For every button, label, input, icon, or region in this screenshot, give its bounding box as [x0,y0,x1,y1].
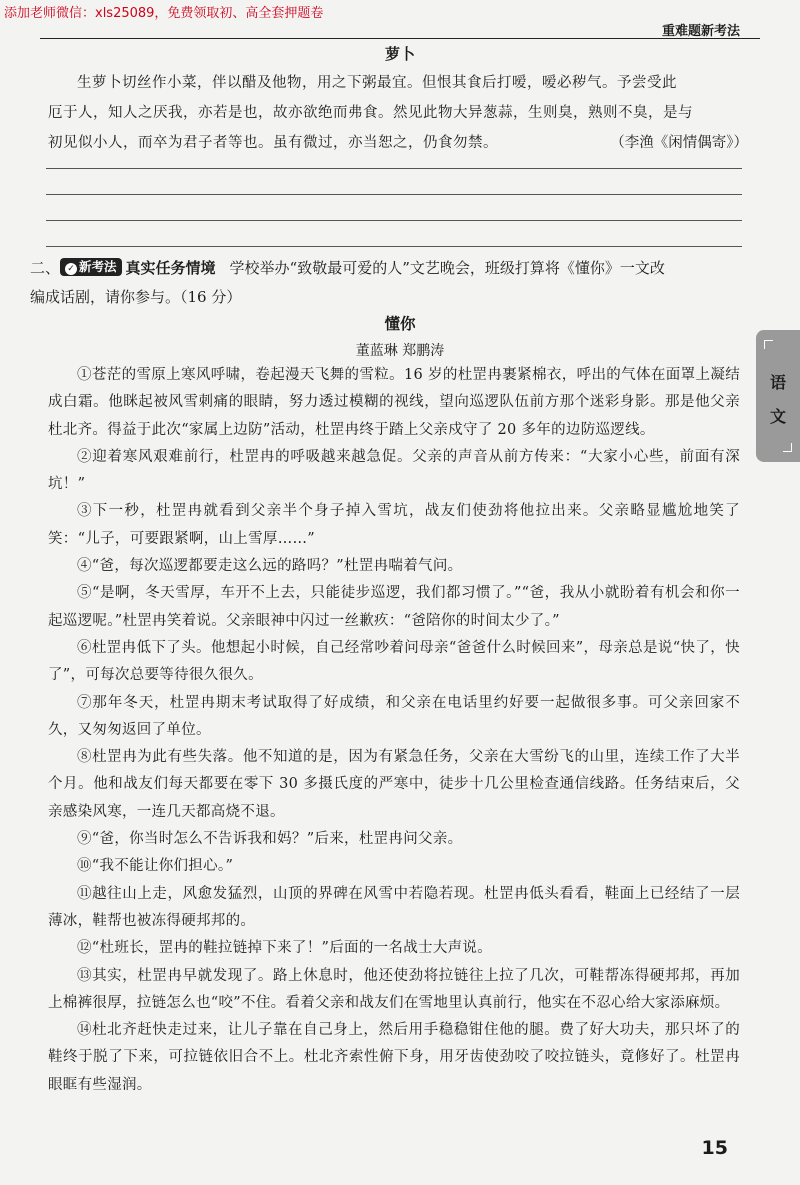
answer-line[interactable] [46,168,742,169]
subject-tab [756,330,800,462]
paragraph: ⑫“杜班长，罡冉的鞋拉链掉下来了！”后面的一名战士大声说。 [77,940,493,957]
story-body [48,362,740,1099]
header-divider [40,38,760,39]
paragraph: ⑤“是啊，冬天雪厚，车开不上去，只能徒步巡逻，我们都习惯了。”“爸，我从小就盼着有机会和你一起巡逻呢。”杜罡冉笑着说。父亲眼神中闪过一丝歉疚：“爸陪你的时间太少了。” [48,585,740,629]
task-prompt: 学校举办“致敬最可爱的人”文艺晚会，班级打算将《懂你》一文改 [229,259,665,277]
paragraph: ③下一秒，杜罡冉就看到父亲半个身子掉入雪坑，战友们使劲将他拉出来。父亲略显尴尬地笑了笑：“儿子，可要跟紧啊，山上雪厚……” [48,503,740,547]
paragraph: ⑥杜罡冉低下了头。他想起小时候，自己经常吵着问母亲“爸爸什么时候回来”，母亲总是说“快了，快了”，可每次总要等待很久很久。 [48,639,740,684]
paragraph: ⑪越往山上走，风愈发猛烈，山顶的界碑在风雪中若隐若现。杜罡冉低头看看，鞋面上已经结了一层薄冰，鞋帮也被冻得硬邦邦的。 [48,885,740,929]
story-authors: 董蓝琳 郑鹏涛 [355,343,445,359]
answer-line[interactable] [46,220,742,221]
classical-text [48,68,748,158]
watermark-text: 添加老师微信：xls25089，免费领取初、高全套押题卷 [4,6,324,21]
bracket-icon [764,340,773,349]
paragraph: ④“爸，每次巡逻都要走这么远的路吗？”杜罡冉喘着气问。 [77,558,463,575]
new-method-badge [60,258,122,276]
task-title: 真实任务情境 [125,259,216,277]
story-title: 懂你 [384,315,416,333]
page-number: 15 [701,1137,728,1159]
series-title: 重难题新考法 [661,24,740,39]
paragraph: ①苍茫的雪原上寒风呼啸，卷起漫天飞舞的雪粒。16 岁的杜罡冉裹紧棉衣，呼出的气体在面罩上凝结成白霜。他眯起被风雪刺痛的眼睛，努力透过模糊的视线，望向巡逻队伍前方那个迷彩身影。那是他父亲杜北齐。得益于此次“家属上边防”活动，杜罡冉终于踏上父亲戍守了 20 多年的边防巡逻线。 [48,367,740,438]
paragraph: ⑧杜罡冉为此有些失落。他不知道的是，因为有紧急任务，父亲在大雪纷飞的山里，连续工作了大半个月。他和战友们每天都要在零下 30 多摄氏度的严寒中，徒步十几公里检查通信线路。任务结束后，父亲感染风寒，一连几天都高烧不退。 [48,749,740,820]
classical-text-line [48,128,748,158]
check-icon: ✓ [65,263,77,275]
paragraph: ⑭杜北齐赶快走过来，让儿子靠在自己身上，然后用手稳稳钳住他的腿。费了好大功夫，那只坏了的鞋终于脱了下来，可拉链依旧合不上。杜北齐索性俯下身，用牙齿使劲咬了咬拉链头，竟修好了。杜罡冉眼眶有些湿润。 [48,1022,740,1093]
subject-tab-char: 语 [769,373,786,392]
classical-text-line-text: 初见似小人，而卒为君子者等也。虽有微过，亦当恕之，仍食勿禁。 [48,135,498,151]
paragraph: ②迎着寒风艰难前行，杜罡冉的呼吸越来越急促。父亲的声音从前方传来：“大家小心些，前面有深坑！” [48,448,740,493]
task-prompt-cont: 编成话剧，请你参与。（16 分） [30,288,242,306]
paragraph: ⑩“我不能让你们担心。” [77,858,234,875]
classical-text-line: 生萝卜切丝作小菜，伴以醋及他物，用之下粥最宜。但恨其食后打嗳，嗳必秽气。予尝受此 [77,75,677,91]
section-heading [30,254,745,283]
section-number: 二、 [30,259,61,277]
bracket-icon [783,443,792,452]
answer-line[interactable] [46,194,742,195]
classical-text-source: （李渔《闲情偶寄》） [610,135,748,151]
classical-text-title: 萝卜 [384,45,415,63]
paragraph: ⑨“爸，你当时怎么不告诉我和妈？”后来，杜罡冉问父亲。 [77,831,463,848]
question-section-2 [30,254,745,312]
paragraph: ⑦那年冬天，杜罡冉期末考试取得了好成绩，和父亲在电话里约好要一起做很多事。可父亲回家不久，又匆匆返回了单位。 [48,694,740,738]
paragraph: ⑬其实，杜罡冉早就发现了。路上休息时，他还使劲将拉链往上拉了几次，可鞋帮冻得硬邦邦，再加上棉裤很厚，拉链怎么也“咬”不住。看着父亲和战友们在雪地里认真前行，他实在不忍心给大家添麻烦。 [48,967,740,1011]
badge-label: 新考法 [79,259,117,274]
answer-line[interactable] [46,246,742,247]
classical-text-line: 厄于人，知人之厌我，亦若是也，故亦欲绝而弗食。然见此物大异葱蒜，生则臭，熟则不臭，是与 [48,105,693,121]
subject-tab-char: 文 [769,407,786,426]
